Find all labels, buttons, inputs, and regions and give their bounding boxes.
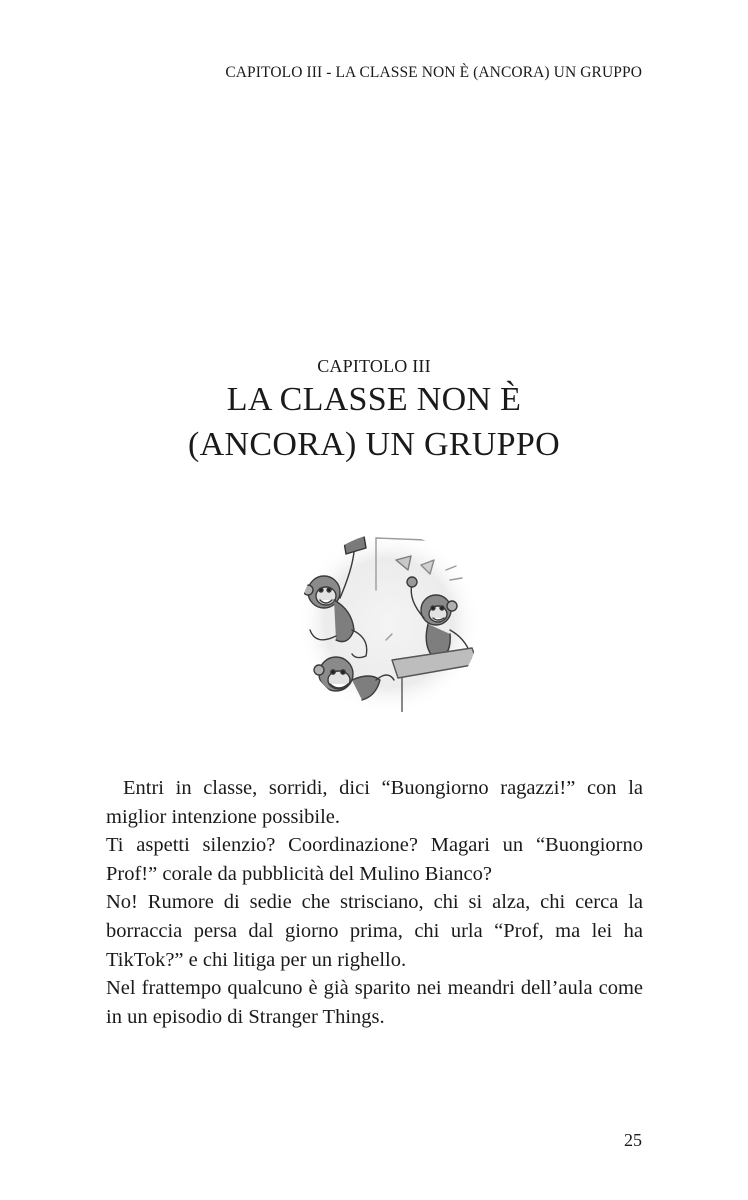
chapter-title-line-1: LA CLASSE NON È <box>226 381 522 418</box>
body-text <box>106 774 643 1031</box>
paragraph-3: No! Rumore di sedie che strisciano, chi si alza, chi cerca la borraccia persa dal giorno prima, chi urla “Prof, ma lei ha TikTok?” e chi litiga per un righello. <box>106 891 643 971</box>
chapter-title <box>0 377 748 467</box>
chapter-title-line-2: (ANCORA) UN GRUPPO <box>188 426 560 463</box>
running-header: CAPITOLO III - LA CLASSE NON È (ANCORA) UN GRUPPO <box>225 64 642 81</box>
page-number: 25 <box>624 1130 642 1150</box>
paragraph-2: Ti aspetti silenzio? Coordinazione? Magari un “Buongiorno Prof!” corale da pubblicità del Mulino Bianco? <box>106 834 643 885</box>
paragraph-4: Nel frattempo qualcuno è già sparito nei meandri dell’aula come in un episodio di Stranger Things. <box>106 977 643 1028</box>
chapter-label: CAPITOLO III <box>317 356 431 376</box>
paragraph-1: Entri in classe, sorridi, dici “Buongiorno ragazzi!” con la miglior intenzione possibile. <box>106 777 643 828</box>
chapter-illustration <box>296 530 482 716</box>
